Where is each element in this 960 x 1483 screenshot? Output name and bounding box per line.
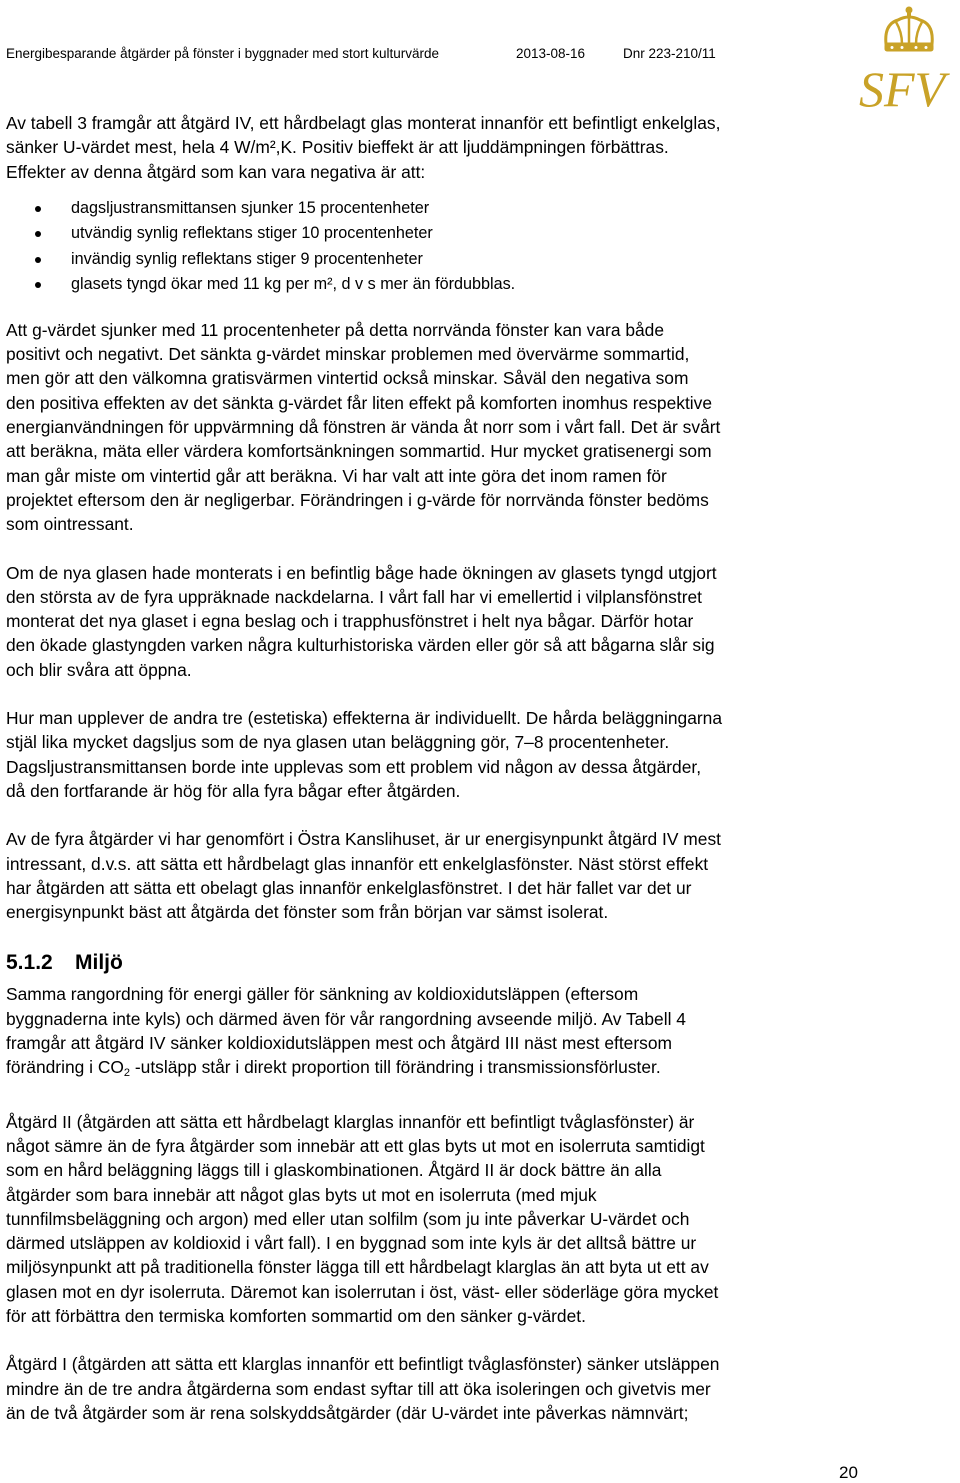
- list-item: [6, 247, 866, 273]
- bullet-icon: [35, 257, 41, 263]
- list-item: [6, 221, 866, 247]
- text-line: som en hård beläggning läggs till i glaskombinationen. Åtgärd II är dock bättre än alla: [6, 1160, 662, 1181]
- section-title: Miljö: [75, 951, 123, 975]
- intro-line: Av tabell 3 framgår att åtgärd IV, ett hårdbelagt glas monterat innanför ett befintligt enkelglas,: [6, 113, 721, 133]
- text-line: för att förbättra den termiska komforten sommartid om den sänker g-värdet.: [6, 1305, 586, 1326]
- text-line: förändring i CO: [6, 1057, 124, 1078]
- text-line: men gör att den välkomna gratisvärmen vintertid också minskar. Såväl den negativa som: [6, 368, 689, 389]
- text-line: stjäl lika mycket dagsljus som de nya glasen utan beläggning gör, 7–8 procentenheter.: [6, 732, 670, 753]
- header-date: 2013-08-16: [516, 46, 586, 61]
- text-line: Hur man upplever de andra tre (estetiska) effekterna är individuellt. De hårda beläggningarna: [6, 708, 723, 729]
- intro-line: sänker U-värdet mest, hela 4 W/m²,K. Positiv bieffekt är att ljuddämpningen förbättras.: [6, 137, 669, 158]
- list-item: [6, 272, 866, 298]
- text-line: Åtgärd II (åtgärden att sätta ett hårdbelagt klarglas innanför ett befintligt tvåglasfönster) är: [6, 1111, 695, 1132]
- text-line: -utsläpp står i direkt proportion till förändring i transmissionsförluster.: [130, 1057, 661, 1078]
- text-line: än de två åtgärder som är rena solskyddsåtgärder (där U-värdet inte påverkas nämnvärt;: [6, 1402, 689, 1423]
- text-line: intressant, d.v.s. att sätta ett hårdbelagt glas innanför ett enkelglasfönster. Näst störst effekt: [6, 853, 709, 874]
- bullet-icon: [35, 282, 41, 288]
- section-number: 5.1.2: [6, 951, 53, 975]
- text-line: monterat det nya glaset i egna beslag och i trapphusfönstret i helt nya bågar. Därför hotar: [6, 611, 694, 632]
- logo-text: SFV: [858, 61, 946, 114]
- text-line: den ökade glastyngden varken några kulturhistoriska värden eller gör så att bågarna slår sig: [6, 635, 715, 656]
- text-line: och blir svåra att öppna.: [6, 659, 192, 680]
- list-item-text: dagsljustransmittansen sjunker 15 procentenheter: [71, 198, 430, 217]
- intro-paragraph: [6, 111, 866, 184]
- text-line: den största av de fyra uppräknade nackdelarna. I vårt fall har vi emellertid i vilplansfönstret: [6, 586, 702, 607]
- header-title: Energibesparande åtgärder på fönster i byggnader med stort kulturvärde: [6, 46, 440, 61]
- text-line: positivt och negativt. Det sänkta g-värdet minskar problemen med övervärme sommartid,: [6, 344, 690, 365]
- text-line: energisynpunkt bäst att åtgärda det fönster som från början var sämst isolerat.: [6, 902, 609, 923]
- text-line: energianvändningen för uppvärmning då fönstren är vända åt norr som i vårt fall. Det är svårt: [6, 417, 721, 438]
- text-line: byggnaderna inte kyls) och därmed även för vår rangordning avseende miljö. Av Tabell 4: [6, 1008, 686, 1029]
- measure-two-paragraph: [6, 1110, 866, 1329]
- intro-line: Effekter av denna åtgärd som kan vara negativa är att:: [6, 161, 426, 182]
- effects-list: [6, 196, 866, 298]
- section-heading: [6, 950, 866, 976]
- text-line: den positiva effekten av det sänkta g-värdet får liten effekt på komforten inomhus respektive: [6, 392, 713, 413]
- text-line: projektet eftersom den är negligerbar. Förändringen i g-värde för norrvända fönster bedöms: [6, 489, 709, 510]
- text-line: miljösynpunkt att på traditionella fönster lägga till ett hårdbelagt klarglas än att byta ut ett av: [6, 1257, 709, 1278]
- aesthetic-paragraph: [6, 706, 866, 803]
- text-line: glasen mot en dyr isolerruta. Däremot kan isolerrutan i öst, väst- eller söderläge göra mycket: [6, 1281, 719, 1302]
- text-line: har åtgärden att sätta ett obelagt glas innanför enkelglasfönstret. I det här fallet var det ur: [6, 877, 692, 898]
- four-measures-paragraph: [6, 827, 866, 924]
- text-line: att beräkna, mäta eller värdera komfortsänkningen sommartid. Hur mycket gratisenergi som: [6, 441, 712, 462]
- page-number: 20: [839, 1463, 858, 1482]
- crown-icon: [846, 2, 958, 114]
- text-line: man går miste om vintertid går att beräkna. Vi har valt att inte göra det inom ramen för: [6, 465, 667, 486]
- text-line: mindre än de tre andra åtgärderna som endast syftar till att öka isoleringen och givetvis mer: [6, 1378, 711, 1399]
- text-line: Om de nya glasen hade monterats i en befintlig båge hade ökningen av glasets tyngd utgjort: [6, 562, 717, 583]
- glass-weight-paragraph: [6, 561, 866, 682]
- measure-one-paragraph: [6, 1352, 866, 1425]
- header-dnr: Dnr 223-210/11: [623, 46, 716, 61]
- list-item: [6, 196, 866, 222]
- text-line: åtgärder som bara innebär att något glas byts ut mot en isolerruta (med mjuk: [6, 1184, 597, 1205]
- document-body: [6, 111, 866, 1425]
- sfv-logo: [846, 2, 958, 114]
- bullet-icon: [35, 206, 41, 212]
- page-header: [6, 46, 746, 61]
- bullet-icon: [35, 231, 41, 237]
- text-line: något sämre än de fyra åtgärder som innebär att ett glas byts ut mot en isolerruta samtidigt: [6, 1135, 705, 1156]
- g-value-paragraph: [6, 318, 866, 537]
- text-line: Att g-värdet sjunker med 11 procentenheter på detta norrvända fönster kan vara både: [6, 319, 665, 340]
- text-line: Av de fyra åtgärder vi har genomfört i Östra Kanslihuset, är ur energisynpunkt åtgärd IV mest: [6, 829, 721, 850]
- text-line: därmed utsläppen av koldioxid i vårt fall). I en byggnad som inte kyls är det alltså bättre ur: [6, 1233, 697, 1254]
- text-line: framgår att åtgärd IV sänker koldioxidutsläppen mest och åtgärd III näst mest eftersom: [6, 1033, 672, 1054]
- text-line: Samma rangordning för energi gäller för sänkning av koldioxidutsläppen (eftersom: [6, 984, 639, 1005]
- subscript: 2: [123, 1067, 131, 1080]
- list-item-text: glasets tyngd ökar med 11 kg per m², d v s mer än fördubblas.: [71, 275, 516, 294]
- text-line: som ointressant.: [6, 514, 134, 535]
- list-item-text: invändig synlig reflektans stiger 9 procentenheter: [71, 249, 423, 268]
- text-line: då den fortfarande är hög för alla fyra bågar efter åtgärden.: [6, 780, 461, 801]
- text-line: Åtgärd I (åtgärden att sätta ett klarglas innanför ett befintligt tvåglasfönster) sänker utsläppen: [6, 1354, 720, 1375]
- text-line: tunnfilmsbeläggning och argon) med eller utan solfilm (som ju inte påverkar U-värdet och: [6, 1208, 690, 1229]
- environment-paragraph: [6, 982, 866, 1085]
- list-item-text: utvändig synlig reflektans stiger 10 procentenheter: [71, 224, 433, 243]
- text-line: Dagsljustransmittansen borde inte upplevas som ett problem vid någon av dessa åtgärder,: [6, 756, 702, 777]
